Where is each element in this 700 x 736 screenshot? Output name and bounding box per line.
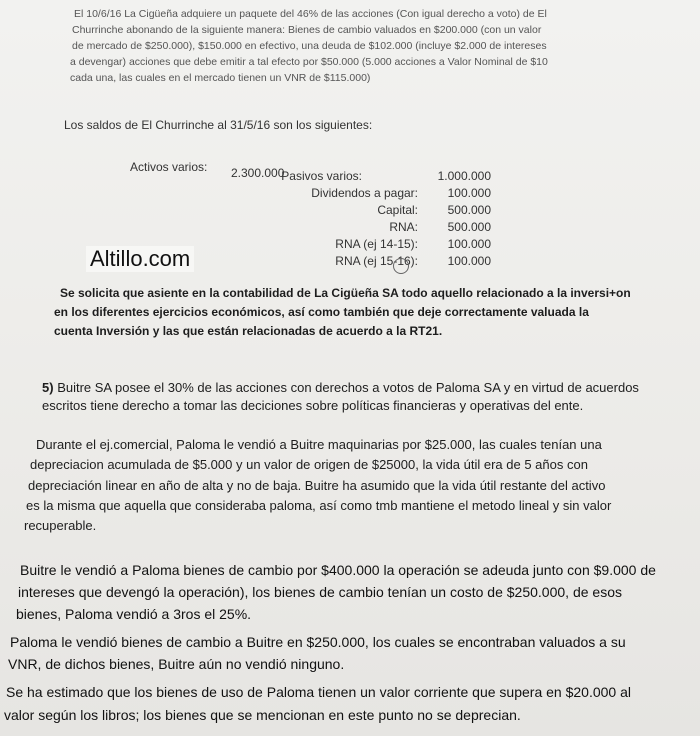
- estimado-line: valor según los libros; los bienes que se mencionan en este punto no se deprecian.: [4, 707, 521, 723]
- estimado-line: Se ha estimado que los bienes de uso de Paloma tienen un valor corriente que supera en $20.000 al: [6, 684, 631, 700]
- intro-line: a devengar) acciones que debe emitir a tal efecto por $50.000 (5.000 acciones a Valor Nominal de $10: [70, 56, 548, 68]
- intro-line: de mercado de $250.000), $150.000 en efectivo, una deuda de $102.000 (incluye $2.000 de intereses: [72, 40, 547, 52]
- pasivo-label: Capital:: [377, 203, 418, 217]
- pasivo-value: 1.000.000: [437, 169, 491, 183]
- pasivo-label: Pasivos varios:: [281, 169, 362, 183]
- solicita-line: en los diferentes ejercicios económicos, así como también que deje correctamente valuada la: [54, 305, 589, 319]
- durante-line: depreciacion acumulada de $5.000 y un valor de origen de $25000, la vida útil era de 5 años con: [30, 457, 588, 472]
- buitre-vendio-line: intereses que devengó la operación), los bienes de cambio tenían un costo de $250.000, de esos: [18, 584, 622, 600]
- buitre-vendio-line: bienes, Paloma vendió a 3ros el 25%.: [16, 606, 252, 622]
- intro-line: Churrinche abonando de la siguiente manera: Bienes de cambio valuados en $200.000 (con un valor: [72, 24, 542, 36]
- intro-line: El 10/6/16 La Cigüeña adquiere un paquete del 46% de las acciones (Con igual derecho a voto) de El: [74, 8, 547, 20]
- intro-line: cada una, las cuales en el mercado tienen un VNR de $115.000): [70, 72, 371, 84]
- punto-5-number: 5): [42, 380, 54, 395]
- pen-circle-mark: [393, 258, 409, 274]
- watermark: Altillo.com: [86, 246, 194, 272]
- pasivo-label: RNA (ej 14-15):: [335, 237, 418, 251]
- durante-line: depreciación linear en año de alta y no de baja. Buitre ha asumido que la vida útil restante del activo: [28, 478, 606, 493]
- durante-line: recuperable.: [24, 518, 97, 533]
- pasivo-label: Dividendos a pagar:: [311, 186, 418, 200]
- punto-5-text: Buitre SA posee el 30% de las acciones con derechos a votos de Paloma SA y en virtud de acuerdos: [57, 380, 639, 395]
- pasivo-label: RNA:: [389, 220, 418, 234]
- pasivo-value: 100.000: [447, 254, 491, 268]
- pasivo-value: 500.000: [447, 220, 491, 234]
- activos-label: Activos varios:: [130, 160, 208, 174]
- punto-5-line: [42, 380, 639, 395]
- pasivo-label: RNA (ej 15-16):: [335, 254, 418, 268]
- punto-5-line: escritos tiene derecho a tomar las deciciones sobre políticas financieras y operativas del ente.: [42, 398, 584, 413]
- pasivo-value: 500.000: [447, 203, 491, 217]
- solicita-line: cuenta Inversión y las que están relacionadas de acuerdo a la RT21.: [54, 324, 443, 338]
- pasivo-value: 100.000: [447, 186, 491, 200]
- solicita-line: Se solicita que asiente en la contabilidad de La Cigüeña SA todo aquello relacionado a la inversi+on: [60, 286, 631, 300]
- buitre-vendio-line: Buitre le vendió a Paloma bienes de cambio por $400.000 la operación se adeuda junto con $9.000 de: [20, 562, 656, 578]
- saldos-title: Los saldos de El Churrinche al 31/5/16 son los siguientes:: [64, 118, 373, 132]
- paloma-vendio-line: Paloma le vendió bienes de cambio a Buitre en $250.000, los cuales se encontraban valuados a su: [10, 634, 626, 650]
- pasivo-value: 100.000: [447, 237, 491, 251]
- activos-value: 2.300.000: [231, 166, 285, 180]
- durante-line: es la misma que aquella que consideraba paloma, así como tmb mantiene el metodo lineal y sin valor: [26, 498, 612, 513]
- durante-line: Durante el ej.comercial, Paloma le vendió a Buitre maquinarias por $25.000, las cuales tenían una: [36, 437, 602, 452]
- paloma-vendio-line: VNR, de dichos bienes, Buitre aún no vendió ninguno.: [8, 656, 345, 672]
